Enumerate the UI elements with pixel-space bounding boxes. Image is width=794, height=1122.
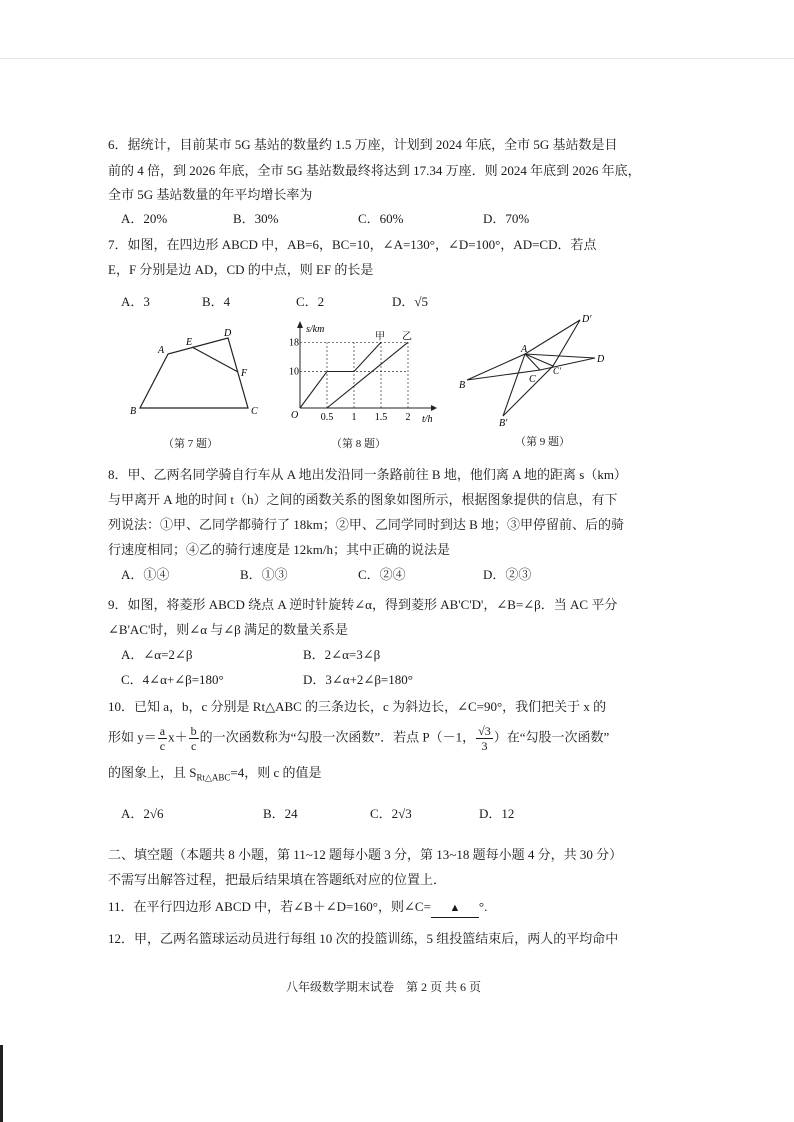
section2-instruction: 不需写出解答过程，把最后结果填在答题纸对应的位置上． [108, 872, 447, 887]
label-d: D [224, 328, 232, 339]
q6-option-c: C．60% [358, 211, 404, 226]
y-tick-label: 10 [289, 366, 299, 378]
q6-line3: 全市 5G 基站数量的年平均增长率为 [108, 187, 313, 202]
figure-9-caption: （第 9 题） [515, 436, 570, 448]
q6-line1: 6．据统计，目前某市 5G 基站的数量约 1.5 万座，计划到 2024 年底，全市 5G 基站数是目 [108, 137, 618, 152]
label-d-prime: D' [582, 314, 592, 325]
q10-line2-part-d: ）在“勾股一次函数” [493, 729, 610, 745]
series-line-jia [300, 342, 381, 408]
fraction-numerator: a [159, 724, 166, 738]
figure-8-chart [288, 318, 438, 430]
fraction-b-over-c [189, 724, 199, 753]
q6-line2: 前的 4 倍，到 2026 年底，全市 5G 基站数最终将达到 17.34 万座．则 2024 年底到 2026 年底， [108, 163, 641, 178]
y-tick-label: 18 [289, 337, 299, 349]
q10-line3-start: 的图象上，且 S [108, 765, 197, 780]
q11-answer-blank: ▲ [431, 899, 479, 918]
fraction-denominator: c [159, 739, 166, 753]
diagonal-ac [525, 354, 540, 370]
y-axis-label: s/km [306, 324, 325, 335]
q8-line3: 列说法：①甲、乙同学都骑行了 18km；②甲、乙同学同时到达 B 地；③甲停留前、后的骑 [108, 517, 625, 532]
q8-option-c: C．②④ [358, 567, 406, 582]
page-footer: 八年级数学期末试卷 第 2 页 共 6 页 [286, 980, 482, 994]
q9-option-b: B．2∠α=3∠β [303, 647, 381, 662]
rhombus-ab-prime [503, 320, 580, 416]
label-b: B [459, 380, 466, 391]
q6-option-b: B．30% [233, 211, 279, 226]
q10-option-c: C．2√3 [370, 806, 412, 821]
label-b-prime: B' [499, 418, 508, 429]
q11-unit: °. [478, 899, 488, 914]
q8-option-b: B．①③ [240, 567, 288, 582]
q11-text: 11．在平行四边形 ABCD 中，若∠B＋∠D=160°，则∠C= [108, 899, 431, 914]
q8-option-d: D．②③ [483, 567, 532, 582]
label-c: C [529, 374, 536, 385]
figure-9-rhombus [455, 310, 615, 430]
series-label: 乙 [402, 331, 412, 343]
q9-line2: ∠B'AC'时，则∠α 与∠β 满足的数量关系是 [108, 622, 349, 637]
q8-line4: 行速度相同；④乙的骑行速度是 12km/h；其中正确的说法是 [108, 542, 450, 557]
origin-label: O [291, 410, 299, 421]
q10-option-b: B．24 [263, 806, 298, 821]
q10-line2-part-b: x＋ [168, 729, 188, 745]
scan-edge-bar [0, 1045, 3, 1122]
x-tick-label: 1.5 [374, 412, 388, 423]
q10-option-a: A．2√6 [121, 806, 164, 821]
q7-line1: 7．如图，在四边形 ABCD 中，AB=6，BC=10，∠A=130°，∠D=100°，AD=CD．若点 [108, 237, 597, 252]
q10-line2 [108, 724, 609, 753]
label-b: B [130, 406, 137, 417]
q7-option-b: B．4 [202, 294, 231, 309]
q9-option-d: D．3∠α+2∠β=180° [303, 672, 413, 687]
x-axis-arrow [431, 405, 437, 411]
q10-line1: 10．已知 a，b，c 分别是 Rt△ABC 的三条边长，c 为斜边长，∠C=90°，我们把关于 x 的 [108, 699, 607, 714]
label-c-prime: C' [553, 366, 561, 376]
x-tick-label: 2 [405, 412, 411, 423]
fraction-denominator: 3 [481, 739, 488, 753]
q12-line1: 12．甲，乙两名篮球运动员进行每组 10 次的投篮训练，5 组投篮结束后，两人的平均命中 [108, 931, 619, 946]
figure-8-caption: （第 8 题） [331, 438, 386, 450]
q8-option-a: A．①④ [121, 567, 170, 582]
section2-heading: 二、填空题（本题共 8 小题，第 11~12 题每小题 3 分，第 13~18 题每小题 4 分，共 30 分） [108, 847, 623, 862]
q9-option-c: C．4∠α+∠β=180° [121, 672, 224, 687]
x-tick-label: 1 [351, 412, 357, 423]
q10-line2-part-a: 形如 y＝ [108, 729, 157, 745]
q7-option-a: A．3 [121, 294, 150, 309]
q10-line2-part-c: 的一次函数称为“勾股一次函数”．若点 P（－1， [199, 729, 476, 745]
label-d: D [597, 354, 605, 365]
label-a: A [158, 345, 165, 356]
x-tick-label: 0.5 [320, 412, 334, 423]
q10-option-d: D．12 [479, 806, 515, 821]
q10-line3-subscript: Rt△ABC [196, 772, 231, 783]
series-label: 甲 [375, 331, 385, 343]
figure-7-quadrilateral [120, 320, 270, 430]
q6-option-d: D．70% [483, 211, 530, 226]
figure-7-caption: （第 7 题） [163, 438, 218, 450]
q7-line2: E，F 分别是边 AD，CD 的中点，则 EF 的长是 [108, 262, 374, 277]
q10-line3 [108, 764, 322, 787]
scan-edge-line [0, 58, 794, 59]
series-line-yi [327, 342, 408, 408]
q7-option-c: C．2 [296, 294, 325, 309]
label-c: C [251, 406, 258, 417]
y-axis-arrow [297, 321, 303, 328]
q8-line1: 8．甲、乙两名同学骑自行车从 A 地出发沿同一条路前往 B 地，他们离 A 地的距离 s（km） [108, 467, 627, 482]
fraction-a-over-c [158, 724, 167, 753]
q7-option-d: D．√5 [392, 294, 429, 309]
x-axis-label: t/h [422, 414, 433, 425]
fraction-numerator: √3 [478, 724, 491, 738]
label-f: F [241, 368, 248, 379]
fraction-sqrt3-over-3 [476, 724, 493, 753]
fraction-denominator: c [190, 739, 197, 753]
q10-line3-end: =4，则 c 的值是 [230, 765, 322, 780]
fraction-numerator: b [190, 724, 197, 738]
q6-option-a: A．20% [121, 211, 168, 226]
q9-option-a: A．∠α=2∠β [121, 647, 193, 662]
q8-line2: 与甲离开 A 地的时间 t（h）之间的函数关系的图象如图所示，根据图象提供的信息，有下 [108, 492, 618, 507]
q11-line [108, 898, 487, 918]
q9-line1: 9．如图，将菱形 ABCD 绕点 A 逆时针旋转∠α，得到菱形 AB'C'D'，∠B=∠β．当 AC 平分 [108, 597, 618, 612]
label-e: E [186, 337, 193, 348]
label-a: A [521, 344, 528, 355]
